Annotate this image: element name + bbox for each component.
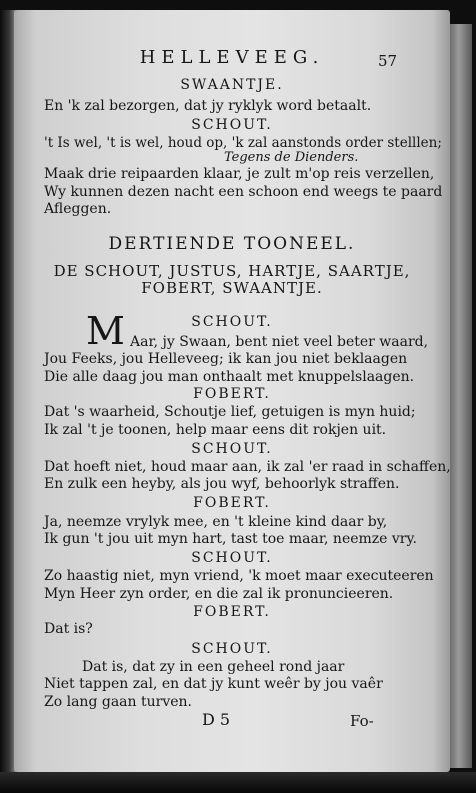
catchword: Fo- bbox=[350, 712, 374, 730]
verse-line: Maak drie reipaarden klaar, je zult m'op reis verzellen, bbox=[44, 166, 435, 182]
speaker-name: FOBERT. bbox=[193, 495, 271, 511]
verse-line: Die alle daag jou man onthaalt met knuppelslaagen. bbox=[44, 369, 415, 385]
verse-line: Dat hoeft niet, houd maar aan, ik zal 'er raad in schaffen, bbox=[44, 459, 451, 475]
bottom-shadow bbox=[0, 772, 476, 793]
speaker-name: SCHOUT. bbox=[191, 641, 273, 657]
verse-line: Dat 's waarheid, Schoutje lief, getuigen is myn huid; bbox=[44, 404, 416, 420]
verse-line: Ik zal 't je toonen, help maar eens dit rokjen uit. bbox=[44, 422, 387, 438]
running-header: HELLEVEEG. bbox=[139, 47, 325, 68]
drop-capital: M bbox=[86, 309, 125, 353]
verse-line: Zo lang gaan turven. bbox=[44, 694, 192, 710]
verse-line: Afleggen. bbox=[44, 201, 112, 217]
signature-mark: D 5 bbox=[202, 710, 231, 729]
page-number: 57 bbox=[378, 52, 398, 70]
speaker-name: SWAANTJE. bbox=[180, 77, 284, 93]
verse-line: Niet tappen zal, en dat jy kunt weêr by jou vaêr bbox=[44, 676, 383, 692]
page-edges bbox=[450, 24, 472, 768]
verse-line: Zo haastig niet, myn vriend, 'k moet maar executeeren bbox=[44, 568, 434, 584]
speaker-name: SCHOUT. bbox=[191, 441, 273, 457]
stage-direction: Tegens de Dienders. bbox=[224, 150, 359, 165]
verse-line: En 'k zal bezorgen, dat jy ryklyk word betaalt. bbox=[44, 98, 372, 114]
verse-line: Dat is, dat zy in een geheel rond jaar bbox=[82, 659, 345, 675]
verse-line: Ja, neemze vrylyk mee, en 't kleine kind daar by, bbox=[44, 514, 388, 530]
verse-line: Ik gun 't jou uit myn hart, tast toe maar, neemze vry. bbox=[44, 531, 417, 547]
book-page bbox=[14, 10, 450, 772]
verse-line: Wy kunnen dezen nacht een schoon end weegs te paard bbox=[44, 184, 443, 200]
speaker-name: SCHOUT. bbox=[191, 314, 273, 330]
speaker-name: SCHOUT. bbox=[191, 550, 273, 566]
speaker-name: FOBERT. bbox=[193, 386, 271, 402]
speaker-name: FOBERT. bbox=[193, 604, 271, 620]
speaker-name: SCHOUT. bbox=[191, 117, 273, 133]
cast-list: FOBERT, SWAANTJE. bbox=[141, 279, 323, 297]
verse-line: Jou Feeks, jou Helleveeg; ik kan jou niet beklaagen bbox=[44, 351, 408, 367]
verse-line: Myn Heer zyn order, en die zal ik pronuncieeren. bbox=[44, 586, 394, 602]
verse-line: 't Is wel, 't is wel, houd op, 'k zal aanstonds order stelllen; bbox=[44, 135, 442, 151]
verse-line: En zulk een heyby, als jou wyf, behoorlyk straffen. bbox=[44, 476, 400, 492]
scene-title: DERTIENDE TOONEEL. bbox=[108, 234, 356, 254]
cast-list: DE SCHOUT, JUSTUS, HARTJE, SAARTJE, bbox=[53, 262, 411, 280]
verse-line: Dat is? bbox=[44, 621, 93, 637]
verse-line: Aar, jy Swaan, bent niet veel beter waard, bbox=[130, 334, 429, 350]
